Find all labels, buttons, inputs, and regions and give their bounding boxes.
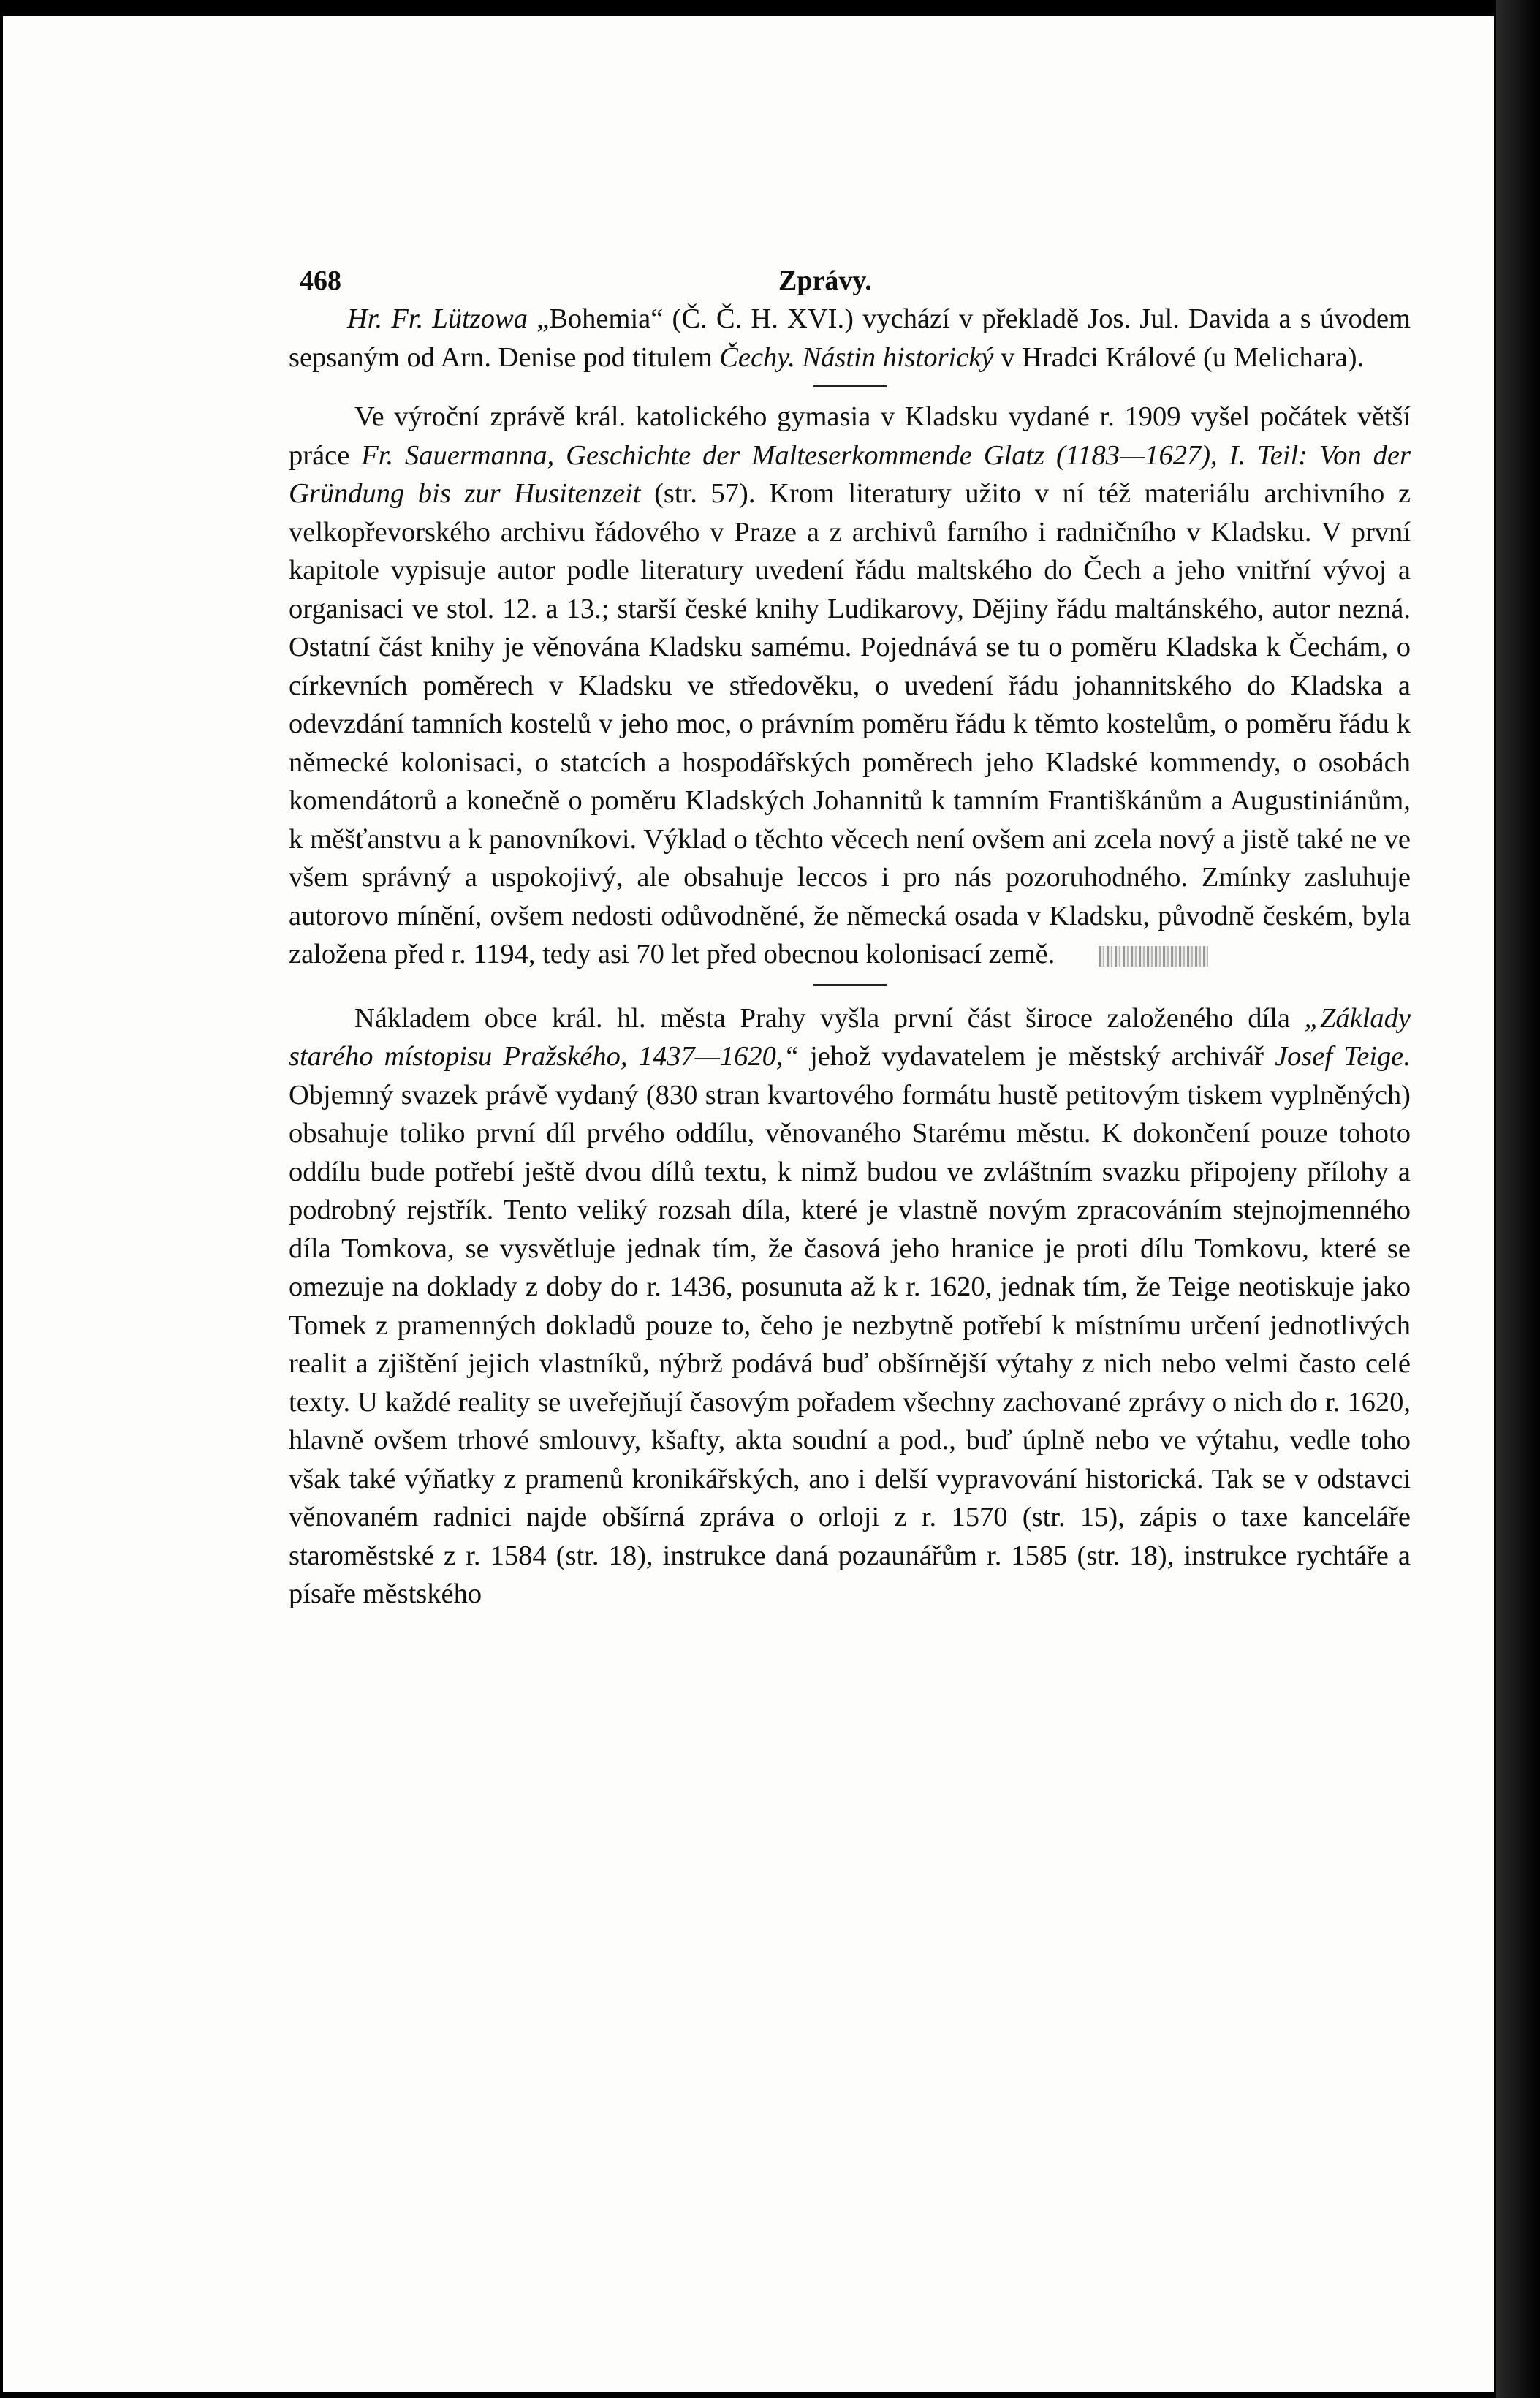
running-title: Zprávy. [778,265,872,296]
page-content [289,249,1411,1614]
notice-2-work: Fr. Sauermanna, Geschichte der Malteserkommende Glatz (1183—1627), I. Teil: Von der Gründung bis zur Husitenzeit [289,439,1411,509]
scan-edge [1496,0,1540,2398]
page-number: 468 [300,265,341,296]
notice-teige [289,999,1411,1614]
notice-3-editor: Josef Teige. [1275,1041,1411,1072]
section-divider [813,984,887,986]
notice-2-part1: Ve výroční zprávě král. katolického gymasia v Kladsku vydané r. 1909 vyšel počátek větší práce [289,401,1411,471]
notice-2-part2: (str. 57). Krom literatury užito v ní též materiálu archivního z velkopřevorského archivu řádového v Praze a z archivů farního i radničního v Kladsku. V první kapitole vypisuje autor podle literatury uvedení řádu maltského do Čech a jeho vnitřní vývoj a organisaci ve stol. 12. a 13.; starší české knihy Ludikarovy, Dějiny řádu maltánského, autor nezná. Ostatní část knihy je věnována Kladsku samému. Pojednává se tu o poměru Kladska k Čechám, o církevních poměrech v Kladsku ve středověku, o uvedení řádu johannitského do Kladska a odevzdání tamních kostelů v jeho moc, o právním poměru řádu k těmto kostelům, o poměru řádu k německé kolonisaci, o statcích a hospodářských poměrech jeho Kladské kommendy, o osobách komendátorů a konečně o poměru Kladských Johannitů k tamním Františkánům a Augustiniánům, k měšťanstvu a k panovníkovi. Výklad o těchto věcech není ovšem ani zcela nový a jistě také ne ve všem správný a uspokojivý, ale obsahuje leccos i pro nás pozoruhodného. Zmínky zasluhuje autorovo mínění, ovšem nedosti odůvodněné, že německá osada v Kladsku, původně českém, byla založena před r. 1194, tedy asi 70 let před obecnou kolonisací země. [289,478,1411,969]
notice-1-text: „Bohemia“ (Č. Č. H. XVI.) vychází v překladě Jos. Jul. Davida a s úvodem sepsaným od Arn. Denise pod titulem [289,303,1411,373]
notice-1-title: Čechy. Nástin historický [719,341,994,373]
library-stamp [1099,946,1208,967]
notice-1-tail: v Hradci Králové (u Melichara). [993,341,1365,373]
notice-3-part2: jehož vydavatelem je městský archivář [798,1041,1275,1072]
page-header [289,249,1411,300]
notice-sauermann [289,398,1411,974]
notice-3-part1: Nákladem obce král. hl. města Prahy vyšla první část široce založeného díla [354,1002,1305,1034]
section-divider [813,385,887,387]
notice-3-work: „Základy starého místopisu Pražského, 1437—1620,“ [289,1002,1411,1072]
notice-lutzow [289,300,1411,377]
notice-1-author: Hr. Fr. Lützowa [347,303,528,334]
notice-3-part3: Objemný svazek právě vydaný (830 stran kvartového formátu hustě petitovým tiskem vyplněných) obsahuje toliko první díl prvého oddílu, věnovaného Starému městu. K dokončení pouze tohoto oddílu bude potřebí ještě dvou dílů textu, k nimž budou ve zvláštním svazku připojeny přílohy a podrobný rejstřík. Tento veliký rozsah díla, které je vlastně novým zpracováním stejnojmenného díla Tomkova, se vysvětluje jednak tím, že časová jeho hranice je proti dílu Tomkovu, které se omezuje na doklady z doby do r. 1436, posunuta až k r. 1620, jednak tím, že Teige neotiskuje jako Tomek z pramenných dokladů pouze to, čeho je nezbytně potřebí k místnímu určení jednotlivých realit a zjištění jejich vlastníků, nýbrž podává buď obšírnější výtahy z nich nebo velmi často celé texty. U každé reality se uveřejňují časovým pořadem všechny zachované zprávy o nich do r. 1620, hlavně ovšem trhové smlouvy, kšafty, akta soudní a pod., buď úplně nebo ve výtahu, vedle toho však také výňatky z pramenů kronikářských, ano i delší vypravování historická. Tak se v odstavci věnovaném radnici najde obšírná zpráva o orloji z r. 1570 (str. 15), zápis o taxe kanceláře staroměstské z r. 1584 (str. 18), instrukce daná pozaunářům r. 1585 (str. 18), instrukce rychtáře a písaře městského [289,1079,1411,1609]
